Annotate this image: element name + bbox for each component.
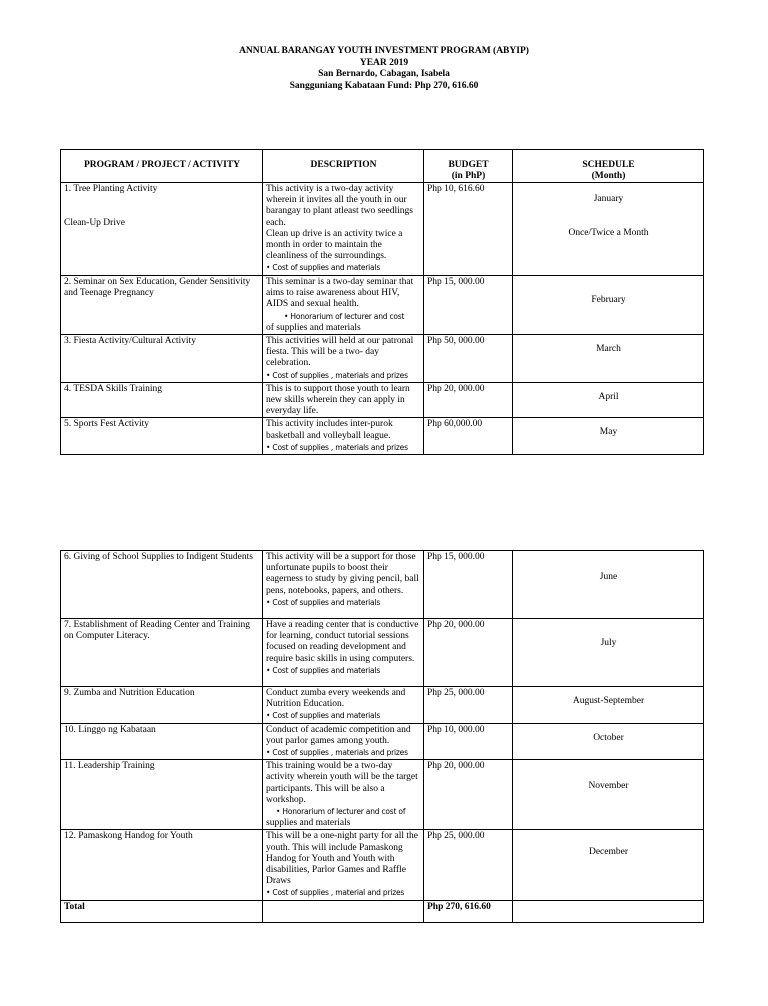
program-table-page2 (60, 550, 704, 923)
description-cell (263, 183, 424, 276)
description-text: This training would be a two-day activity wherein youth will be the target participants. This will be also a workshop. (266, 761, 418, 805)
description-cell (263, 687, 424, 724)
program-cell: 6. Giving of School Supplies to Indigent Students (61, 551, 263, 619)
description-text: This will be a one-night party for all the youth. This will include Pamaskong Handog for Youth and Youth with disabilities, Parlor Games and Raffle Draws (266, 831, 418, 887)
schedule-cell (513, 183, 704, 276)
cost-note: • Cost of supplies and materials (266, 665, 381, 675)
program-cell: 9. Zumba and Nutrition Education (61, 687, 263, 724)
table-header-row (61, 150, 704, 183)
cost-note: • Cost of supplies , materials and prizes (266, 370, 408, 380)
table-row (61, 382, 704, 418)
table-row (61, 687, 704, 724)
budget-cell: Php 50, 000.00 (424, 335, 513, 383)
schedule-cell: June (513, 551, 704, 619)
budget-cell: Php 10, 000.00 (424, 723, 513, 760)
program-cell: 3. Fiesta Activity/Cultural Activity (61, 335, 263, 383)
program-cell (61, 183, 263, 276)
description-cell (263, 760, 424, 830)
program-cell: 5. Sports Fest Activity (61, 418, 263, 455)
cost-note: • Cost of supplies and materials (266, 263, 381, 273)
schedule-text-secondary: Once/Twice a Month (568, 228, 649, 239)
description-cell (263, 830, 424, 900)
header-schedule (513, 150, 704, 183)
program-cell: 2. Seminar on Sex Education, Gender Sensitivity and Teenage Pregnancy (61, 276, 263, 335)
budget-cell: Php 25, 000.00 (424, 687, 513, 724)
schedule-cell: October (513, 723, 704, 760)
cost-note: • Honorarium of lecturer and cost of (276, 807, 406, 817)
cost-note-tail: of supplies and materials (266, 322, 361, 333)
budget-cell: Php 20, 000.00 (424, 382, 513, 418)
budget-cell: Php 60,000.00 (424, 418, 513, 455)
description-text: This activity is a two-day activity wherein it invites all the youth in our barangay to plant atleast two seedlings each. (266, 184, 413, 228)
header-title: ANNUAL BARANGAY YOUTH INVESTMENT PROGRAM (ABYIP) (239, 46, 529, 56)
total-empty-schedule (513, 900, 704, 922)
header-description: DESCRIPTION (263, 150, 424, 183)
total-label: Total (61, 900, 263, 922)
total-row (61, 900, 704, 922)
total-amount: Php 270, 616.60 (424, 900, 513, 922)
cost-note: • Cost of supplies and materials (266, 597, 381, 607)
header-year: YEAR 2019 (359, 57, 409, 68)
header-fund: Sangguniang Kabataan Fund: Php 270, 616.60 (289, 80, 479, 91)
schedule-text: January (593, 194, 624, 204)
program-table-page1 (60, 149, 704, 455)
table-row (61, 723, 704, 760)
budget-cell: Php 25, 000.00 (424, 830, 513, 900)
program-text-secondary: Clean-Up Drive (64, 218, 125, 229)
table-row (61, 276, 704, 335)
table-row (61, 830, 704, 900)
budget-cell: Php 15, 000.00 (424, 551, 513, 619)
cost-note: • Honorarium of lecturer and cost (284, 311, 405, 321)
total-empty-description (263, 900, 424, 922)
header-schedule-label: SCHEDULE (582, 160, 635, 170)
schedule-cell: February (513, 276, 704, 335)
budget-cell: Php 10, 616.60 (424, 183, 513, 276)
cost-note: • Cost of supplies , materials and prizes (266, 442, 408, 452)
document-header (0, 46, 768, 92)
description-text: Conduct zumba every weekends and Nutrition Education. (266, 688, 406, 710)
program-cell: 11. Leadership Training (61, 760, 263, 830)
schedule-cell: August-September (513, 687, 704, 724)
table-row (61, 619, 704, 687)
table-row (61, 418, 704, 455)
description-cell (263, 551, 424, 619)
schedule-cell: July (513, 619, 704, 687)
cost-note-tail: supplies and materials (266, 818, 351, 829)
description-text: This activity will be a support for those unfortunate pupils to boost their eagerness to study by giving pencil, ball pens, notebooks, papers, and others. (266, 552, 419, 596)
schedule-cell: November (513, 760, 704, 830)
description-cell (263, 723, 424, 760)
header-budget-label: BUDGET (448, 160, 489, 170)
description-text: This seminar is a two-day seminar that aims to raise awareness about HIV, AIDS and sexual health. (266, 277, 414, 310)
cost-note: • Cost of supplies , material and prizes (266, 888, 405, 898)
table-row (61, 551, 704, 619)
description-cell (263, 335, 424, 383)
table-row (61, 183, 704, 276)
budget-cell: Php 20, 000.00 (424, 619, 513, 687)
program-cell: 12. Pamaskong Handog for Youth (61, 830, 263, 900)
budget-cell: Php 15, 000.00 (424, 276, 513, 335)
description-text: Conduct of academic competition and yout parlor games among youth. (266, 724, 411, 746)
budget-cell: Php 20, 000.00 (424, 760, 513, 830)
schedule-cell: March (513, 335, 704, 383)
description-text: This activity includes inter-purok basketball and volleyball league. (266, 419, 393, 441)
header-budget-sub: (in PhP) (451, 171, 486, 181)
header-budget (424, 150, 513, 183)
program-cell: 4. TESDA Skills Training (61, 382, 263, 418)
description-cell (263, 276, 424, 335)
schedule-cell: April (513, 382, 704, 418)
description-text: This activities will held at our patronal fiesta. This will be a two- day celebration. (266, 336, 414, 369)
description-text-secondary: Clean up drive is an activity twice a month in order to maintain the cleanliness of the surroundings. (266, 228, 403, 262)
table-row (61, 760, 704, 830)
header-location: San Bernardo, Cabagan, Isabela (318, 69, 450, 79)
description-text: Have a reading center that is conductive for learning, conduct tutorial sessions focused on reading development and require basic skills in using computers. (266, 620, 419, 664)
cost-note: • Cost of supplies , materials and prizes (266, 748, 408, 758)
schedule-cell: May (513, 418, 704, 455)
program-text: 1. Tree Planting Activity (64, 184, 158, 194)
description-cell: This is to support those youth to learn new skills wherein they can apply in everyday life. (263, 382, 424, 418)
table-row (61, 335, 704, 383)
schedule-cell: December (513, 830, 704, 900)
program-cell: 7. Establishment of Reading Center and Training on Computer Literacy. (61, 619, 263, 687)
program-cell: 10. Linggo ng Kabataan (61, 723, 263, 760)
description-cell (263, 619, 424, 687)
header-schedule-sub: (Month) (591, 171, 626, 181)
header-program: PROGRAM / PROJECT / ACTIVITY (61, 150, 263, 183)
cost-note: • Cost of supplies and materials (266, 711, 381, 721)
description-cell (263, 418, 424, 455)
